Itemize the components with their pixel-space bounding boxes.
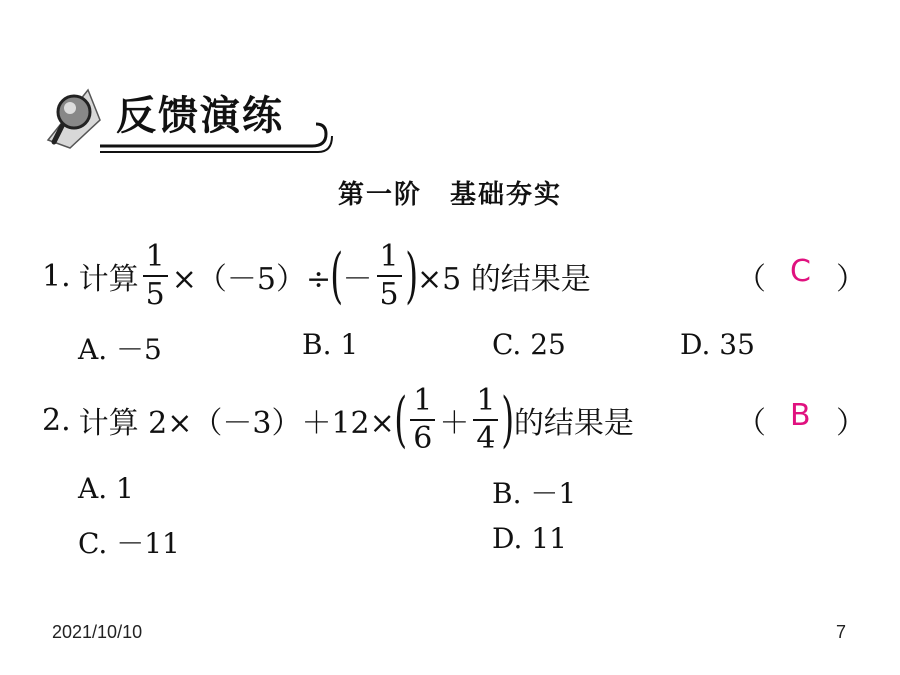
question-2-plus: ＋ — [439, 406, 470, 441]
question-2-number: 2. — [42, 402, 71, 438]
question-1-suffix: ×5 的结果是 — [417, 262, 591, 297]
question-2-fraction-2: $\frac{1}{4}$ — [473, 386, 498, 454]
footer-date: 2021/10/10 — [52, 622, 143, 642]
question-1-fraction-2: $\frac{1}{5}$ — [377, 242, 402, 310]
question-2-option-d: D. 11 — [492, 522, 567, 555]
question-1-answer-close: ） — [836, 262, 866, 297]
question-2-prefix: 计算 2×（－3）＋12× — [78, 406, 395, 441]
question-1-neg-sign: － — [342, 262, 373, 297]
question-2-answer-close: ） — [836, 406, 866, 441]
question-2-answer: B — [790, 398, 811, 433]
question-2-option-a: A. 1 — [78, 472, 134, 505]
question-1-option-b: B. 1 — [302, 328, 359, 361]
section-title: 反馈演练 — [116, 93, 284, 139]
question-2-suffix: 的结果是 — [513, 406, 634, 441]
question-1-number: 1. — [42, 258, 71, 294]
left-paren: ( — [394, 385, 407, 455]
question-2-option-c: C. －11 — [78, 527, 180, 560]
question-1-option-a: A. －5 — [78, 333, 162, 366]
question-2 — [42, 380, 634, 460]
question-1 — [42, 236, 591, 316]
question-1-middle: ×（－5）÷ — [171, 262, 332, 297]
left-paren: ( — [330, 241, 344, 311]
question-1-option-d: D. 35 — [680, 328, 755, 361]
question-1-fraction-1: $\frac{1}{5}$ — [143, 242, 168, 310]
question-1-option-c: C. 25 — [492, 328, 566, 361]
question-1-answer: C — [790, 254, 811, 289]
right-paren: ) — [501, 385, 515, 455]
question-2-fraction-1: $\frac{1}{6}$ — [410, 386, 435, 454]
page-number: 7 — [836, 622, 847, 642]
question-1-prefix: 计算 — [78, 262, 139, 297]
question-1-answer-open: （ — [736, 262, 766, 297]
question-2-option-b: B. －1 — [492, 477, 577, 510]
right-paren: ) — [404, 241, 418, 311]
question-2-answer-open: （ — [736, 406, 766, 441]
magnifier-icon — [48, 90, 100, 148]
section-subtitle: 第一阶 基础夯实 — [337, 180, 562, 210]
